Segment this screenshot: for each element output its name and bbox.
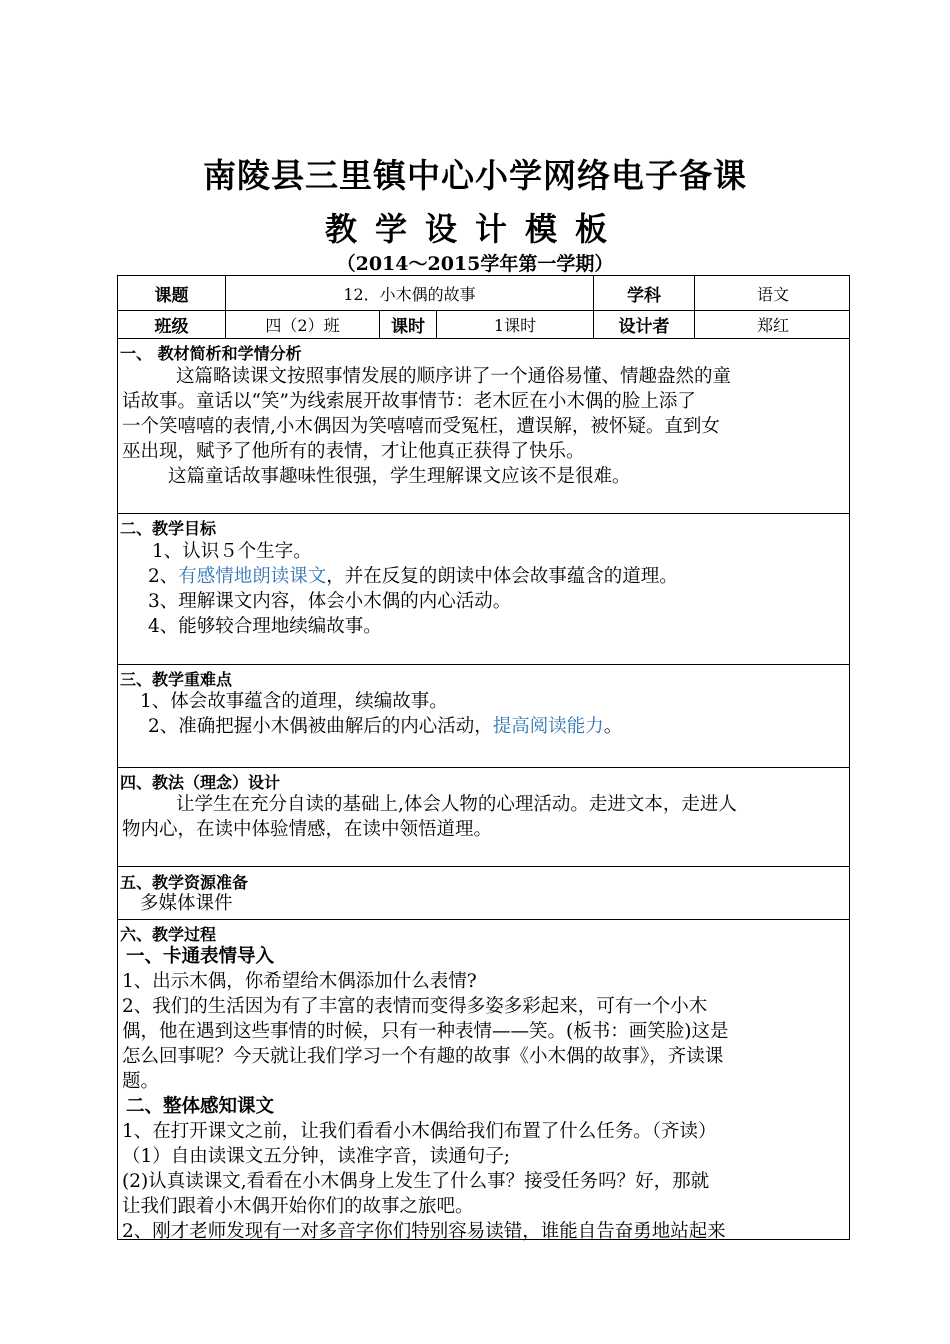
section-title-method: 四、教法（理念）设计 [120,773,281,792]
goal-item: 4、能够较合理地续编故事。 [148,616,382,637]
designer-value: 郑红 [756,316,789,335]
template-title: 教学设计模板 [324,210,625,248]
key-point-item: 2、准确把握小木偶被曲解后的内心活动，提高阅读能力。 [148,716,623,737]
school-title: 南陵县三里镇中心小学网络电子备课 [203,156,747,195]
designer-label: 设计者 [618,317,670,337]
section-title-process: 六、教学过程 [120,925,217,944]
period-label: 课时 [391,317,425,337]
topic-label: 课题 [154,285,189,306]
section-title-analysis: 一、 教材简析和学情分析 [120,344,302,363]
goal-item: 3、理解课文内容，体会小木偶的内心活动。 [148,591,512,612]
goal-item: 2、有感情地朗读课文，并在反复的朗读中体会故事蕴含的道理。 [148,566,678,587]
topic-value: 12．小木偶的故事 [343,284,476,304]
table-rule [118,767,849,768]
resources-text: 多媒体课件 [140,893,233,914]
table-rule [118,919,849,920]
subject-label: 学科 [627,285,661,306]
section-title-goals: 二、教学目标 [120,519,217,538]
goals-list [148,539,678,639]
key-point-item: 1、体会故事蕴含的道理，续编故事。 [140,691,448,712]
class-value: 四（2）班 [265,316,340,335]
key-points-list [140,689,622,739]
method-text: 让学生在充分自读的基础上,体会人物的心理活动。走进文本，走进人 物内心，在读中体验情感，在读中领悟道理。 [122,794,737,840]
table-rule [118,513,849,514]
term-label: （2014～2015学年第一学期） [336,253,614,275]
table-rule [118,664,849,665]
period-value: 1课时 [493,316,537,335]
class-label: 班级 [154,317,189,337]
process-subheading: 一、卡通表情导入 [126,946,275,967]
goal-item: 1、认识５个生字。 [152,541,312,562]
section-title-key-points: 三、教学重难点 [120,670,233,689]
table-rule [118,866,849,867]
section-title-resources: 五、教学资源准备 [120,873,249,892]
table-rule [118,338,849,339]
subject-value: 语文 [756,284,789,304]
lesson-plan-table [117,275,850,1240]
process-text: 一、卡通表情导入 1、出示木偶，你希望给木偶添加什么表情? 2、我们的生活因为有了丰富的表情而变得多姿多彩起来，可有一个小木 偶，他在遇到这些事情的时候，只有一种表情——笑。(板书：画笑脸)这是 怎么回事呢？今天就让我们学习一个有趣的故事《小木偶的故事》，齐读课 题。 二、整体感知课文 1、在打开课文之前，让我们看看小木偶给我们布置了什么任务。（齐读） （1）自由读课文五分钟，读准字音，读通句子; (2)认真读课文,看看在小木偶身上发生了什么事？接受任务吗？好，那就 让我们跟着小木偶开始你们的故事之旅吧。 2、刚才老师发现有一对多音字你们特别容易读错，谁能自告奋勇地站起来 [122,946,729,1242]
process-subheading: 二、整体感知课文 [126,1096,275,1117]
analysis-text: 这篇略读课文按照事情发展的顺序讲了一个通俗易懂、情趣盎然的童 话故事。童话以“笑”为线索展开故事情节：老木匠在小木偶的脸上添了 一个笑嘻嘻的表情,小木偶因为笑嘻嘻而受冤枉，遭误解，被怀疑。直到女 巫出现，赋予了他所有的表情，才让他真正获得了快乐。 这篇童话故事趣味性很强，学生理解课文应该不是很难。 [122,366,732,487]
